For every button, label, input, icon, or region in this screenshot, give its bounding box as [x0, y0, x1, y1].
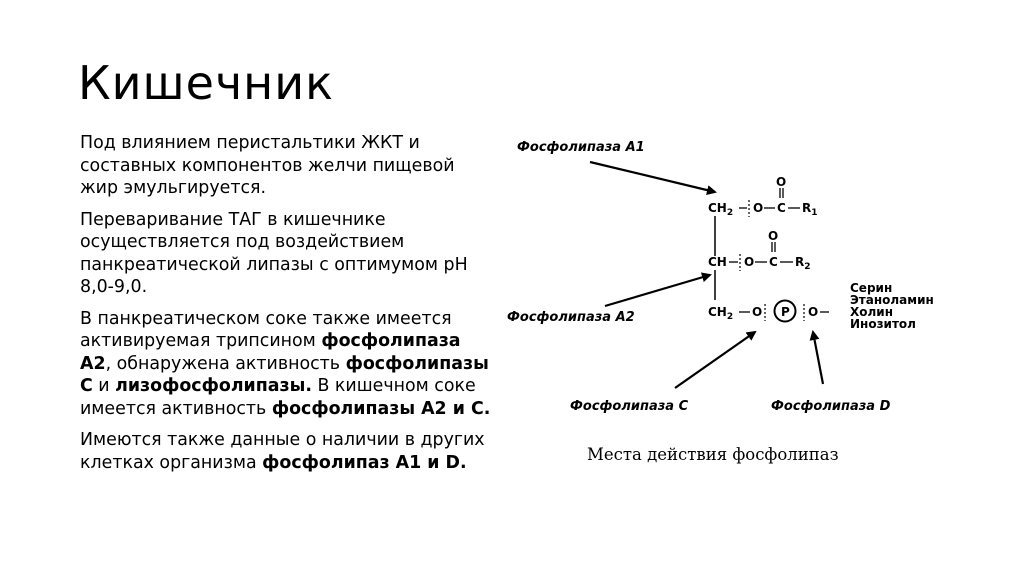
text-run: и	[92, 376, 116, 396]
text-run: В панкреатическом соке также имеется активируемая трипсином	[80, 308, 452, 351]
arrow-c	[675, 332, 755, 388]
mol-row3-o2: O	[808, 305, 819, 319]
mol-row2-oxo: O	[768, 229, 779, 243]
paragraph	[80, 308, 492, 421]
mol-row2-c: C	[769, 255, 778, 269]
phospholipase-diagram	[495, 120, 965, 480]
emphasis-text: фосфолипаза А2	[80, 331, 461, 374]
paragraph	[80, 429, 492, 474]
text-run: Под влиянием перистальтики ЖКТ и составных компонентов желчи пищевой жир эмульгируется.	[80, 133, 455, 198]
mol-row1-r1: $R_1$	[802, 201, 818, 218]
text-run: В кишечном соке имеется активность	[80, 376, 476, 419]
mol-row2-o: O	[744, 255, 755, 269]
slide-title: Кишечник	[78, 56, 334, 110]
mol-row3-p: P	[781, 305, 790, 319]
substituent-item: Этаноламин	[850, 293, 934, 307]
emphasis-text: фосфолипазы А2 и С.	[271, 398, 491, 419]
mol-row1-ch2: $CH_2$	[708, 201, 734, 218]
label-phospholipase-c: Фосфолипаза С	[570, 399, 689, 414]
paragraph	[80, 132, 492, 200]
emphasis-text: фосфолипаз А1 и D.	[262, 452, 467, 473]
label-phospholipase-d: Фосфолипаза D	[771, 399, 891, 414]
substituent-item: Серин	[850, 281, 893, 295]
body-text	[80, 132, 492, 483]
substituent-item: Инозитол	[850, 317, 916, 331]
mol-row1-oxo: O	[776, 175, 787, 189]
arrow-a1	[590, 162, 715, 192]
emphasis-text: фосфолипазы С	[80, 353, 489, 396]
mol-row1-o: O	[753, 201, 764, 215]
label-phospholipase-a1: Фосфолипаза А1	[517, 140, 645, 155]
text-run: , обнаружена активность	[105, 353, 346, 374]
label-phospholipase-a2: Фосфолипаза А2	[507, 310, 635, 325]
arrow-a2	[605, 275, 710, 306]
mol-row2-r2: $R_2$	[795, 255, 811, 272]
paragraph	[80, 209, 492, 299]
text-run: Переваривание ТАГ в кишечнике осуществляется под воздействием панкреатической липазы с оптимумом рН 8,0-9,0.	[80, 209, 468, 297]
mol-row1-c: C	[777, 201, 786, 215]
mol-row3-o1: O	[752, 305, 763, 319]
mol-row2-ch: CH	[708, 255, 727, 269]
diagram-caption: Места действия фосфолипаз	[587, 445, 839, 464]
diagram-svg	[495, 120, 965, 480]
arrow-d	[813, 332, 823, 384]
mol-row3-ch2: $CH_2$	[708, 305, 734, 322]
substituent-item: Холин	[850, 305, 893, 319]
emphasis-text: лизофосфолипазы.	[115, 376, 312, 396]
text-run: Имеются также данные о наличии в других клетках организма	[80, 430, 485, 473]
